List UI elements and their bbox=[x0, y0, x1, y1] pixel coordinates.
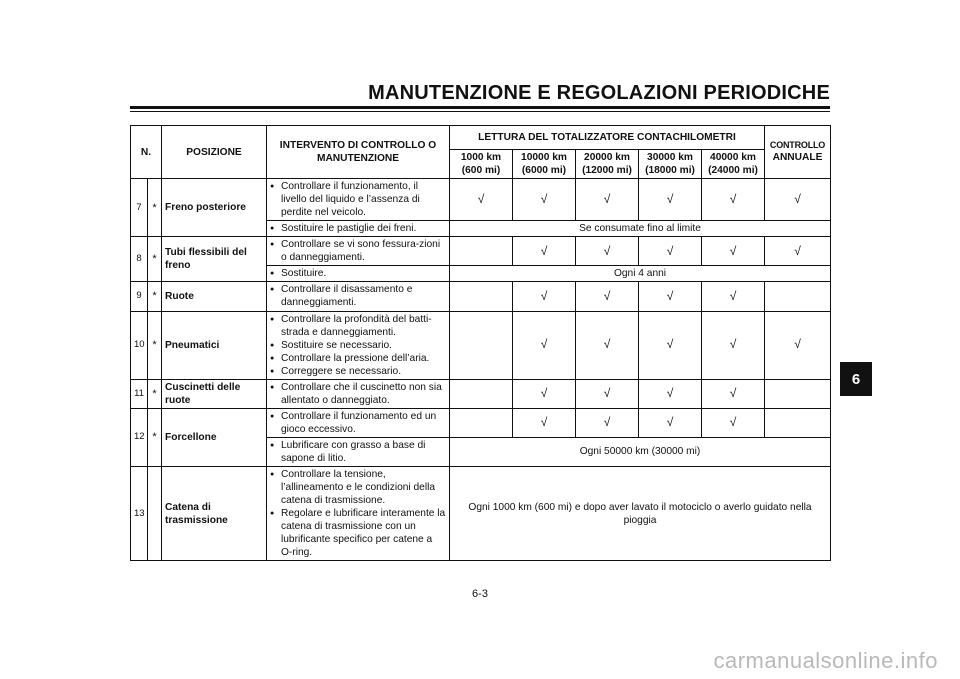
check-mark: √ bbox=[639, 408, 702, 437]
empty-cell bbox=[765, 282, 831, 311]
action-item: ● Controllare se vi sono fessura-zioni o danneggiamenti. bbox=[270, 238, 446, 264]
action-item: ● Correggere se necessario. bbox=[270, 365, 446, 378]
action-item: ● Sostituire. bbox=[270, 267, 446, 280]
table-row bbox=[131, 237, 831, 266]
table-row bbox=[131, 179, 831, 221]
action-item: ● Sostituire le pastiglie dei freni. bbox=[270, 222, 446, 235]
header-annuale: ANNUALE bbox=[772, 152, 823, 164]
row-number: 8 bbox=[131, 237, 148, 282]
row-position: Forcellone bbox=[162, 408, 267, 466]
action-item: ● Controllare la tensione, l’allineamento e le condizioni della catena di trasmissione. bbox=[270, 468, 446, 507]
check-mark: √ bbox=[576, 282, 639, 311]
row-number: 13 bbox=[131, 467, 148, 561]
row-action bbox=[267, 437, 450, 466]
action-item: ● Controllare il funzionamento ed un gioco eccessivo. bbox=[270, 410, 446, 436]
check-mark: √ bbox=[639, 282, 702, 311]
action-item: ● Controllare la profondità del batti-strada e danneggiamenti. bbox=[270, 313, 446, 339]
check-mark: √ bbox=[639, 179, 702, 221]
header-intervento: INTERVENTO DI CONTROLLO O MANUTENZIONE bbox=[267, 126, 450, 179]
row-star bbox=[148, 467, 162, 561]
check-mark: √ bbox=[513, 282, 576, 311]
empty-cell bbox=[450, 311, 513, 379]
row-number: 9 bbox=[131, 282, 148, 311]
title-rule-thick bbox=[130, 106, 830, 109]
empty-cell bbox=[450, 282, 513, 311]
row-star: * bbox=[148, 408, 162, 466]
action-item: ● Controllare il funzionamento, il livello del liquido e l’assenza di perdite nel veicolo. bbox=[270, 180, 446, 219]
row-number: 11 bbox=[131, 379, 148, 408]
action-item: ● Lubrificare con grasso a base di sapone di litio. bbox=[270, 439, 446, 465]
table-row bbox=[131, 379, 831, 408]
page-number: 6-3 bbox=[472, 588, 488, 600]
row-position: Cuscinetti delle ruote bbox=[162, 379, 267, 408]
title-rule-thin bbox=[130, 111, 830, 112]
check-mark: √ bbox=[513, 311, 576, 379]
row-action bbox=[267, 237, 450, 266]
row-action bbox=[267, 467, 450, 561]
action-item: ● Sostituire se necessario. bbox=[270, 339, 446, 352]
action-item: ● Controllare che il cuscinetto non sia allentato o danneggiato. bbox=[270, 381, 446, 407]
check-mark: √ bbox=[765, 237, 831, 266]
check-mark: √ bbox=[639, 311, 702, 379]
row-star: * bbox=[148, 282, 162, 311]
row-star: * bbox=[148, 379, 162, 408]
check-mark: √ bbox=[765, 179, 831, 221]
empty-cell bbox=[765, 379, 831, 408]
row-number: 12 bbox=[131, 408, 148, 466]
row-action bbox=[267, 282, 450, 311]
table-row bbox=[131, 408, 831, 437]
watermark: carmanualsonline.info bbox=[713, 648, 938, 673]
header-posizione: POSIZIONE bbox=[162, 126, 267, 179]
check-mark: √ bbox=[702, 282, 765, 311]
action-item: ● Controllare il disassamento e danneggiamenti. bbox=[270, 283, 446, 309]
check-mark: √ bbox=[639, 237, 702, 266]
empty-cell bbox=[450, 237, 513, 266]
row-action bbox=[267, 221, 450, 237]
header-lettura: LETTURA DEL TOTALIZZATORE CONTACHILOMETRI bbox=[450, 126, 765, 150]
row-position: Ruote bbox=[162, 282, 267, 311]
row-number: 7 bbox=[131, 179, 148, 237]
check-mark: √ bbox=[513, 237, 576, 266]
row-position: Tubi flessibili del freno bbox=[162, 237, 267, 282]
check-mark: √ bbox=[576, 237, 639, 266]
row-position: Pneumatici bbox=[162, 311, 267, 379]
chapter-tab[interactable]: 6 bbox=[840, 362, 872, 396]
check-mark: √ bbox=[513, 408, 576, 437]
row-number: 10 bbox=[131, 311, 148, 379]
row-star: * bbox=[148, 311, 162, 379]
check-mark: √ bbox=[702, 379, 765, 408]
table-row bbox=[131, 311, 831, 379]
row-action bbox=[267, 266, 450, 282]
check-mark: √ bbox=[576, 311, 639, 379]
check-mark: √ bbox=[702, 179, 765, 221]
check-mark: √ bbox=[765, 311, 831, 379]
check-mark: √ bbox=[576, 179, 639, 221]
check-mark: √ bbox=[576, 408, 639, 437]
interval-note: Ogni 50000 km (30000 mi) bbox=[450, 437, 831, 466]
maintenance-table bbox=[130, 125, 831, 561]
empty-cell bbox=[450, 379, 513, 408]
header-controllo-annuale bbox=[765, 126, 831, 179]
action-item: ● Regolare e lubrificare interamente la catena di trasmissione con un lubrificante specifico per catene a O-ring. bbox=[270, 507, 446, 559]
header-col-5: 40000 km (24000 mi) bbox=[702, 150, 765, 179]
action-item: ● Controllare la pressione dell’aria. bbox=[270, 352, 446, 365]
empty-cell bbox=[765, 408, 831, 437]
row-action bbox=[267, 379, 450, 408]
check-mark: √ bbox=[576, 379, 639, 408]
row-star: * bbox=[148, 179, 162, 237]
check-mark: √ bbox=[513, 179, 576, 221]
row-action bbox=[267, 179, 450, 221]
table-row bbox=[131, 467, 831, 561]
interval-note: Ogni 1000 km (600 mi) e dopo aver lavato il motociclo o averlo guidato nella pioggia bbox=[450, 467, 831, 561]
empty-cell bbox=[450, 408, 513, 437]
row-position: Catena di trasmissione bbox=[162, 467, 267, 561]
page-title: MANUTENZIONE E REGOLAZIONI PERIODICHE bbox=[368, 82, 830, 104]
interval-note: Se consumate fino al limite bbox=[450, 221, 831, 237]
header-col-3: 20000 km (12000 mi) bbox=[576, 150, 639, 179]
check-mark: √ bbox=[513, 379, 576, 408]
row-action bbox=[267, 311, 450, 379]
header-controllo: CONTROLLO bbox=[769, 139, 826, 150]
check-mark: √ bbox=[702, 237, 765, 266]
interval-note: Ogni 4 anni bbox=[450, 266, 831, 282]
check-mark: √ bbox=[702, 311, 765, 379]
row-position: Freno posteriore bbox=[162, 179, 267, 237]
row-action bbox=[267, 408, 450, 437]
row-star: * bbox=[148, 237, 162, 282]
check-mark: √ bbox=[450, 179, 513, 221]
header-n: N. bbox=[131, 126, 162, 179]
header-col-2: 10000 km (6000 mi) bbox=[513, 150, 576, 179]
header-col-4: 30000 km (18000 mi) bbox=[639, 150, 702, 179]
check-mark: √ bbox=[702, 408, 765, 437]
header-col-1: 1000 km (600 mi) bbox=[450, 150, 513, 179]
check-mark: √ bbox=[639, 379, 702, 408]
table-row bbox=[131, 282, 831, 311]
